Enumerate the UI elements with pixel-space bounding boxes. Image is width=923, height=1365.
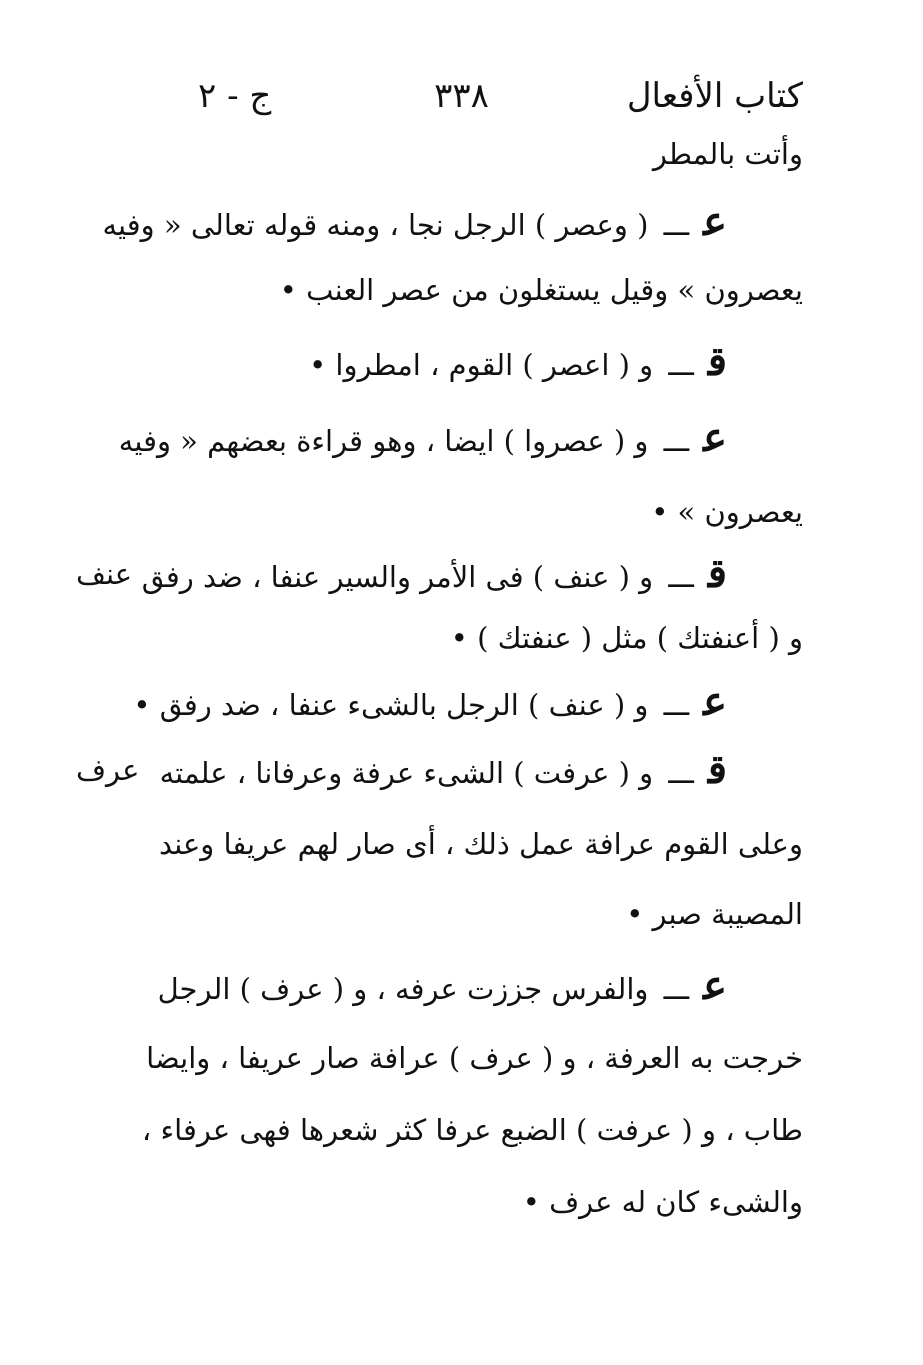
line-text: و ( أعنفتك ) مثل ( عنفتك ) • [450,621,803,655]
line-text: خرجت به العرفة ، و ( عرف ) عرافة صار عريفا ، وايضا [146,1041,803,1075]
entry-marker-qaf: ق [707,746,727,793]
text-line [451,616,803,660]
text-line [158,822,803,866]
line-text: يعصرون » وقيل يستغلون من عصر العنب • [279,273,803,307]
entry-dash: ـــ [668,560,694,594]
entry-dash: ـــ [668,756,694,790]
entry-line [309,340,727,387]
text-line [653,132,803,176]
entry-dash: ـــ [663,688,690,722]
entry-marker-ain: ع [703,678,727,725]
text-line [141,1108,803,1152]
entry-marker-qaf: ق [707,338,727,385]
line-text: ( وعصر ) الرجل نجا ، ومنه قوله تعالى « وفيه [102,208,649,242]
text-line [626,892,803,936]
entry-line [157,962,727,1011]
running-title: كتاب الأفعال [626,76,803,116]
text-line [146,1036,803,1080]
entry-marker-qaf: ق [707,550,727,597]
entry-dash: ـــ [663,972,690,1006]
line-text: وأتت بالمطر [652,137,803,171]
line-text: و ( عرفت ) الشىء عرفة وعرفانا ، علمته [159,756,654,790]
line-text: و ( عصروا ) ايضا ، وهو قراءة بعضهم « وفيه [118,424,649,458]
entry-marker-ain: ع [703,414,727,461]
line-text: و ( عنف ) الرجل بالشىء عنفا ، ضد رفق • [133,688,649,722]
entry-dash: ـــ [663,208,690,242]
line-text: يعصرون » • [651,495,803,529]
line-text: والشىء كان له عرف • [522,1185,803,1219]
entry-dash: ـــ [668,348,694,382]
entry-line [159,746,727,795]
line-text: المصيبة صبر • [626,897,803,931]
line-text: وعلى القوم عرافة عمل ذلك ، أى صار لهم عريفا وعند [158,827,803,861]
entry-line [118,414,727,463]
line-text: و ( عنف ) فى الأمر والسير عنفا ، ضد رفق [141,560,654,594]
entry-marker-ain: ع [703,198,727,245]
entry-line [141,550,727,599]
volume-label: ج - ٢ [198,76,272,116]
entry-dash: ـــ [663,424,690,458]
margin-root-word: عنف [76,557,133,591]
entry-line [102,198,727,247]
line-text: طاب ، و ( عرفت ) الضبع عرفا كثر شعرها فهى عرفاء ، [141,1113,803,1147]
margin-root-word: عرف [76,753,140,787]
entry-line [133,680,727,727]
page-number: ٣٣٨ [434,76,489,116]
text-line [280,268,803,312]
text-line [651,490,803,534]
line-text: و ( اعصر ) القوم ، امطروا • [309,348,654,382]
text-line [523,1180,803,1224]
entry-marker-ain: ع [703,962,727,1009]
line-text: والفرس جززت عرفه ، و ( عرف ) الرجل [157,972,649,1006]
